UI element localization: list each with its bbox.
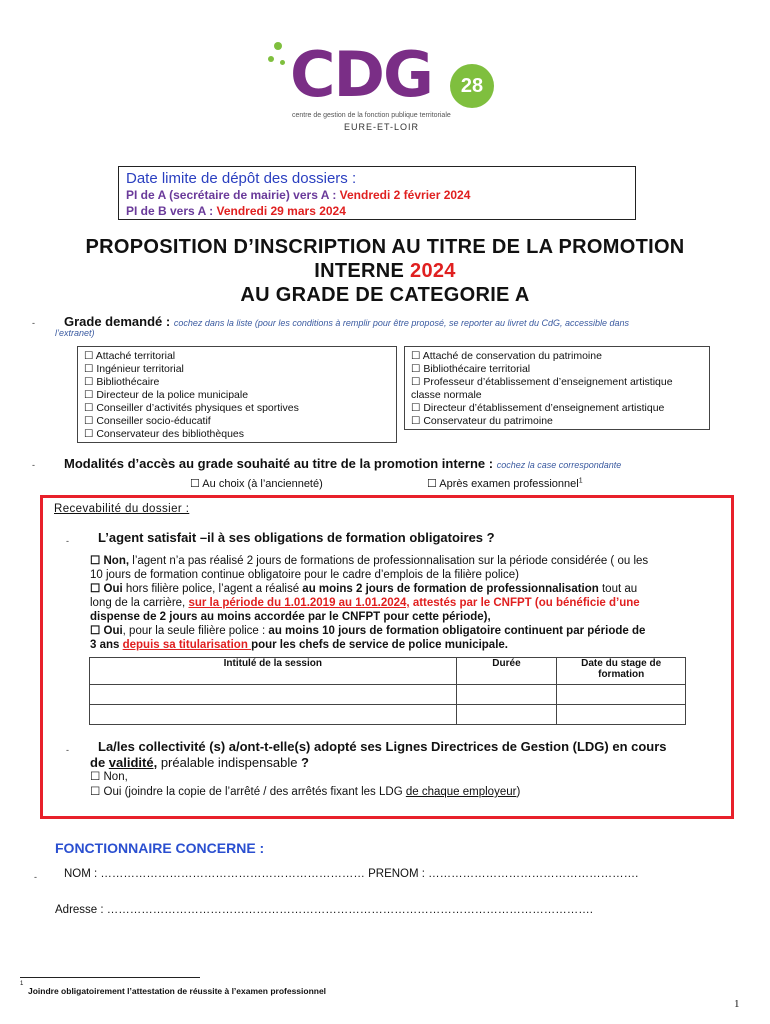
table-cell[interactable]: [90, 705, 457, 725]
deadline-box: [118, 166, 636, 220]
answer-oui-1-text: hors filière police, l’agent a réalisé: [122, 583, 303, 595]
answer-oui-2-bold: au moins 10 jours de formation obligatoire continuent par période de: [268, 625, 646, 637]
answer-non: [90, 554, 648, 568]
footnote-ref: 1: [578, 477, 583, 485]
training-table: [89, 657, 686, 725]
grade-options-right: [404, 346, 710, 430]
logo-wordmark: CDG: [290, 38, 432, 111]
q2-line2-mark: ?: [301, 755, 309, 770]
answer-oui-1-bold: au moins 2 jours de formation de professionnalisation: [302, 583, 599, 595]
logo-dot-icon: [280, 60, 285, 65]
page-title-line1: PROPOSITION D’INSCRIPTION AU TITRE DE LA PROMOTION: [85, 236, 685, 258]
deadline-b-label: PI de B vers A :: [126, 204, 217, 218]
grade-hint: cochez dans la liste (pour les conditions à remplir pour être proposé, se reporter au livret du CdG, accessible dans: [173, 318, 630, 328]
title-line2-prefix: INTERNE: [314, 260, 411, 282]
deadline-line-a: [126, 188, 470, 202]
footnote-text: Joindre obligatoirement l’attestation de réussite à l’examen professionnel: [28, 986, 327, 996]
page-number: 1: [734, 998, 740, 1010]
grade-option[interactable]: ☐ Professeur d’établissement d’enseignement artistique: [411, 376, 673, 388]
q2-answer-oui-text: ☐ Oui (joindre la copie de l’arrêté / des arrêtés fixant les LDG: [90, 786, 406, 798]
grade-option-cont: classe normale: [411, 389, 482, 401]
q1-dash: -: [66, 536, 69, 546]
grade-option[interactable]: ☐ Conservateur des bibliothèques: [84, 428, 245, 440]
recevabilite-heading: Recevabilité du dossier :: [54, 503, 190, 515]
grade-heading: [64, 313, 629, 331]
option-au-choix[interactable]: ☐ Au choix (à l’ancienneté): [190, 478, 323, 490]
answer-oui-1-text-c: tout au: [598, 583, 638, 595]
answer-oui-1-checkbox[interactable]: ☐ Oui: [90, 583, 123, 595]
table-cell[interactable]: [456, 685, 557, 705]
grade-option[interactable]: ☐ Conservateur du patrimoine: [411, 415, 553, 427]
grade-option[interactable]: ☐ Attaché de conservation du patrimoine: [411, 350, 602, 362]
footnote-mark: 1: [20, 981, 24, 987]
table-cell[interactable]: [557, 705, 686, 725]
nom-dash: -: [34, 872, 37, 882]
logo-department: EURE-ET-LOIR: [344, 122, 420, 132]
logo-number-badge: 28: [450, 64, 494, 108]
cdg-logo: [268, 38, 498, 133]
grade-option[interactable]: ☐ Directeur d’établissement d’enseignement artistique: [411, 402, 665, 414]
page-title-line2: [20, 260, 750, 283]
option-examen[interactable]: [427, 477, 583, 490]
logo-dot-icon: [274, 42, 282, 50]
grade-option[interactable]: ☐ Bibliothécaire: [84, 376, 160, 388]
grade-option[interactable]: ☐ Conseiller socio-éducatif: [84, 415, 211, 427]
grade-dash: -: [32, 318, 35, 328]
deadline-heading: Date limite de dépôt des dossiers :: [126, 170, 357, 187]
answer-oui-1: [90, 582, 637, 596]
table-header: Intitulé de la session: [90, 658, 457, 685]
modalites-hint: cochez la case correspondante: [496, 460, 622, 470]
table-row: [90, 705, 686, 725]
grade-label: Grade demandé :: [64, 314, 174, 329]
grade-hint-cont: l’extranet): [55, 328, 95, 338]
deadline-a-date: Vendredi 2 février 2024: [339, 188, 471, 202]
q2-answer-oui-close: ): [516, 786, 521, 798]
q1-question: L’agent satisfait –il à ses obligations de formation obligatoires ?: [98, 530, 495, 545]
q2-line2-validite: validité,: [108, 755, 158, 770]
table-cell[interactable]: [90, 685, 457, 705]
grade-option[interactable]: ☐ Conseiller d’activités physiques et sportives: [84, 402, 299, 414]
answer-oui-1-line3: dispense de 2 jours au moins accordée par le CNFPT pour cette période),: [90, 611, 491, 623]
logo-dot-icon: [268, 56, 274, 62]
deadline-a-label: PI de A (secrétaire de mairie) vers A :: [126, 188, 340, 202]
page-title-line3: AU GRADE DE CATEGORIE A: [240, 284, 530, 306]
answer-oui-2-text: , pour la seule filière police :: [122, 625, 269, 637]
deadline-b-date: Vendredi 29 mars 2024: [216, 204, 346, 218]
q2-answer-oui[interactable]: [90, 785, 520, 799]
q2-answer-non[interactable]: ☐ Non,: [90, 771, 128, 783]
table-header: Date du stage de formation: [557, 658, 686, 685]
grade-option[interactable]: ☐ Bibliothécaire territorial: [411, 363, 531, 375]
table-header: Durée: [456, 658, 557, 685]
q2-line2-c: préalable indispensable: [157, 755, 302, 770]
answer-oui-1-line2: [90, 596, 640, 610]
q2-question-line2: [90, 755, 309, 770]
grade-option[interactable]: ☐ Directeur de la police municipale: [84, 389, 249, 401]
nom-prenom-field[interactable]: NOM : …………………………………………………………… PRENOM : ……………………………………………….: [64, 868, 639, 880]
answer-oui-2: [90, 624, 645, 638]
grade-option[interactable]: ☐ Attaché territorial: [84, 350, 176, 362]
answer-oui-1-period: sur la période du 1.01.2019 au 1.01.2024,: [188, 597, 410, 609]
table-header-row: [90, 658, 686, 685]
modalites-dash: -: [32, 460, 35, 470]
adresse-field[interactable]: Adresse : ……………………………………………………………………………………………………………….: [55, 904, 593, 916]
grade-option[interactable]: ☐ Ingénieur territorial: [84, 363, 184, 375]
answer-oui-2-line2: [90, 638, 508, 652]
q2-dash: -: [66, 745, 69, 755]
answer-oui-2-line2-c: pour les chefs de service de police municipale.: [251, 639, 508, 651]
modalites-label: Modalités d’accès au grade souhaité au titre de la promotion interne :: [64, 456, 497, 471]
option-examen-label: ☐ Après examen professionnel: [427, 478, 579, 490]
table-cell[interactable]: [456, 705, 557, 725]
footnote-divider: [20, 977, 200, 978]
title-year: 2024: [410, 260, 456, 282]
q2-question-line1: La/les collectivité (s) a/ont-t-elle(s) adopté ses Lignes Directrices de Gestion (LDG) en cours: [98, 739, 667, 754]
fonctionnaire-heading: FONCTIONNAIRE CONCERNE :: [55, 840, 265, 856]
answer-oui-2-checkbox[interactable]: ☐ Oui: [90, 625, 123, 637]
grade-options-left: [77, 346, 397, 443]
q2-answer-oui-underlined: de chaque employeur: [405, 786, 517, 798]
answer-non-text-2: 10 jours de formation continue obligatoire pour le cadre d’emplois de la filière police): [90, 569, 519, 581]
logo-subtitle: centre de gestion de la fonction publique territoriale: [292, 112, 451, 119]
q2-line2-a: de: [90, 755, 109, 770]
table-cell[interactable]: [557, 685, 686, 705]
table-row: [90, 685, 686, 705]
deadline-line-b: [126, 204, 346, 218]
answer-non-text: l’agent n’a pas réalisé 2 jours de formations de professionnalisation sur la période considérée ( ou les: [129, 555, 649, 567]
answer-oui-2-line2-a: 3 ans: [90, 639, 123, 651]
answer-oui-2-titularisation: depuis sa titularisation: [122, 639, 252, 651]
answer-non-checkbox[interactable]: ☐ Non,: [90, 555, 130, 567]
answer-oui-1-line2-a: long de la carrière,: [90, 597, 189, 609]
modalites-heading: [64, 455, 621, 473]
answer-oui-1-cnfpt: attestés par le CNFPT (ou bénéficie d’une: [409, 597, 640, 609]
